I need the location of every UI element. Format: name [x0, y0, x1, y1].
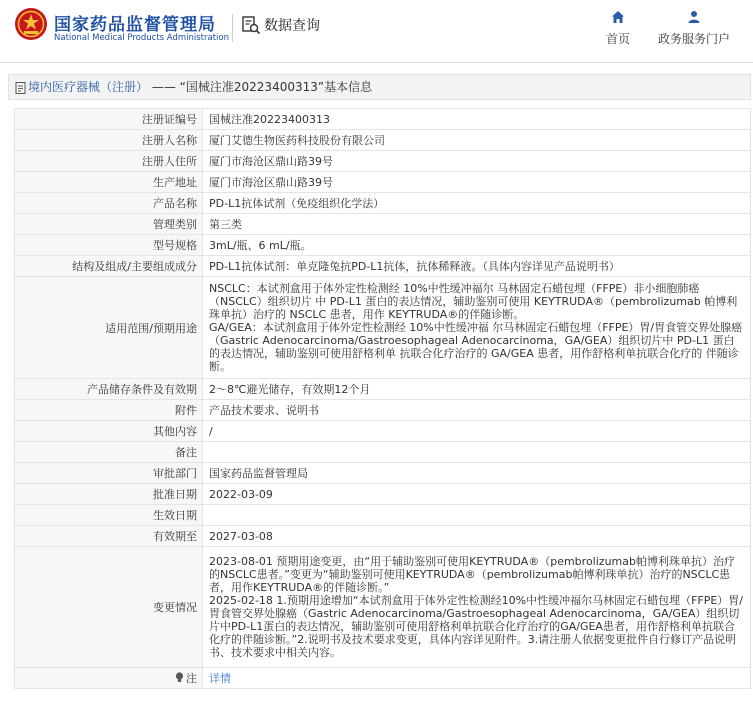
lightbulb-icon — [175, 672, 184, 683]
nav-home-label: 首页 — [606, 32, 631, 46]
field-value: 厦门艾德生物医药科技股份有限公司 — [203, 130, 751, 151]
field-value — [203, 505, 751, 526]
table-row — [15, 172, 751, 193]
field-value: 2027-03-08 — [203, 526, 751, 547]
field-value: 厦门市海沧区鼎山路39号 — [203, 172, 751, 193]
nav-gov-portal-label: 政务服务门户 — [658, 32, 731, 46]
field-key: 生效日期 — [15, 505, 203, 526]
field-key: 其他内容 — [15, 421, 203, 442]
table-row — [15, 463, 751, 484]
field-value: 2022-03-09 — [203, 484, 751, 505]
emblem-logo[interactable] — [14, 7, 48, 41]
field-key: 附件 — [15, 400, 203, 421]
field-value: 第三类 — [203, 214, 751, 235]
nav-home[interactable] — [606, 10, 630, 47]
table-row — [15, 235, 751, 256]
breadcrumb — [8, 74, 751, 100]
field-value — [203, 442, 751, 463]
data-query-label: 数据查询 — [264, 18, 320, 34]
field-key: 批准日期 — [15, 484, 203, 505]
field-value: NSCLC：本试剂盒用于体外定性检测经 10%中性缓冲福尔 马林固定石蜡包埋（FFPE）非小细胞肺癌（NSCLC）组织切片 中 PD-L1 蛋白的表达情况，辅助鉴别可使用 KEYTRUDA®（pembrolizumab 帕博利珠单抗）治疗的 NSCLC 患者，用作 KEYTRUDA®的伴随诊断。 GA/GEA：本试剂盒用于体外定性检测经 10%中性缓冲福 尔马林固定石蜡包埋（FFPE）胃/胃食管交界处腺癌（Gastric Adenocarcinoma/Gastroesophageal Adenocarcinoma，GA/GEA）组织切片中 PD-L1 蛋白的表达情况，辅助鉴别可使用舒格利单 抗联合化疗治疗的 GA/GEA 患者，用作舒格利单抗联合化疗的 伴随诊断。 — [203, 277, 751, 379]
table-row — [15, 421, 751, 442]
agency-name-cn: 国家药品监督管理局 — [54, 15, 216, 35]
breadcrumb-category-link[interactable]: 境内医疗器械（注册） — [28, 80, 149, 94]
table-row — [15, 668, 751, 689]
table-row — [15, 526, 751, 547]
table-row — [15, 214, 751, 235]
table-row — [15, 130, 751, 151]
info-table — [14, 108, 751, 689]
table-row — [15, 277, 751, 379]
field-key: 注册人名称 — [15, 130, 203, 151]
field-key: 管理类别 — [15, 214, 203, 235]
table-row — [15, 484, 751, 505]
user-icon — [687, 10, 701, 24]
breadcrumb-separator: —— — [151, 80, 176, 94]
field-key: 适用范围/预期用途 — [15, 277, 203, 379]
header-divider — [232, 14, 233, 42]
note-label: 注 — [186, 671, 197, 685]
field-key: 产品储存条件及有效期 — [15, 379, 203, 400]
table-row — [15, 379, 751, 400]
field-key: 变更情况 — [15, 547, 203, 668]
nav-gov-portal[interactable] — [658, 10, 730, 47]
table-row — [15, 256, 751, 277]
field-key: 有效期至 — [15, 526, 203, 547]
table-row — [15, 151, 751, 172]
details-link[interactable]: 详情 — [209, 671, 231, 685]
field-value: 国家药品监督管理局 — [203, 463, 751, 484]
field-value: 3mL/瓶、6 mL/瓶。 — [203, 235, 751, 256]
field-key: 型号规格 — [15, 235, 203, 256]
field-key: 注册证编号 — [15, 109, 203, 130]
table-row — [15, 193, 751, 214]
top-bar — [0, 0, 753, 63]
home-icon — [611, 10, 625, 24]
field-value: 2023-08-01 预期用途变更，由“用于辅助鉴别可使用KEYTRUDA®（pembrolizumab帕博利珠单抗）治疗的NSCLC患者。”变更为“辅助鉴别可使用KEYTRUDA®（pembrolizumab帕博利珠单抗）治疗的NSCLC患者，用作KEYTRUDA®的伴随诊断。” 2025-02-18 1.预期用途增加“本试剂盒用于体外定性检测经10%中性缓冲福尔马林固定石蜡包埋（FFPE）胃/胃食管交界处腺癌（Gastric Adenocarcinoma/Gastroesophageal Adenocarcinoma，GA/GEA）组织切片中PD-L1蛋白的表达情况，辅助鉴别可使用舒格利单抗联合化疗治疗的GA/GEA患者，用作舒格利单抗联合化疗的伴随诊断。”2.说明书及技术要求变更，具体内容详见附件。3.请注册人依据变更批件自行修订产品说明书、技术要求中相关内容。 — [203, 547, 751, 668]
data-query-link[interactable] — [241, 15, 320, 35]
table-row — [15, 547, 751, 668]
field-key: 生产地址 — [15, 172, 203, 193]
field-value: 产品技术要求、说明书 — [203, 400, 751, 421]
field-key: 注册人住所 — [15, 151, 203, 172]
field-key: 产品名称 — [15, 193, 203, 214]
agency-name-en: National Medical Products Administration — [54, 33, 229, 43]
page-title: “国械注准20223400313”基本信息 — [179, 80, 373, 94]
document-icon — [15, 82, 26, 94]
table-row — [15, 109, 751, 130]
search-document-icon — [241, 15, 261, 35]
field-key: 审批部门 — [15, 463, 203, 484]
field-value: PD-L1抗体试剂（免疫组织化学法） — [203, 193, 751, 214]
table-row — [15, 505, 751, 526]
field-value: PD-L1抗体试剂：单克隆兔抗PD-L1抗体，抗体稀释液。（具体内容详见产品说明书） — [203, 256, 751, 277]
field-key: 结构及组成/主要组成成分 — [15, 256, 203, 277]
field-value: / — [203, 421, 751, 442]
field-value: 国械注准20223400313 — [203, 109, 751, 130]
note-key — [15, 668, 203, 689]
table-row — [15, 400, 751, 421]
table-row — [15, 442, 751, 463]
field-value: 厦门市海沧区鼎山路39号 — [203, 151, 751, 172]
field-key: 备注 — [15, 442, 203, 463]
field-value: 2～8℃避光储存，有效期12个月 — [203, 379, 751, 400]
